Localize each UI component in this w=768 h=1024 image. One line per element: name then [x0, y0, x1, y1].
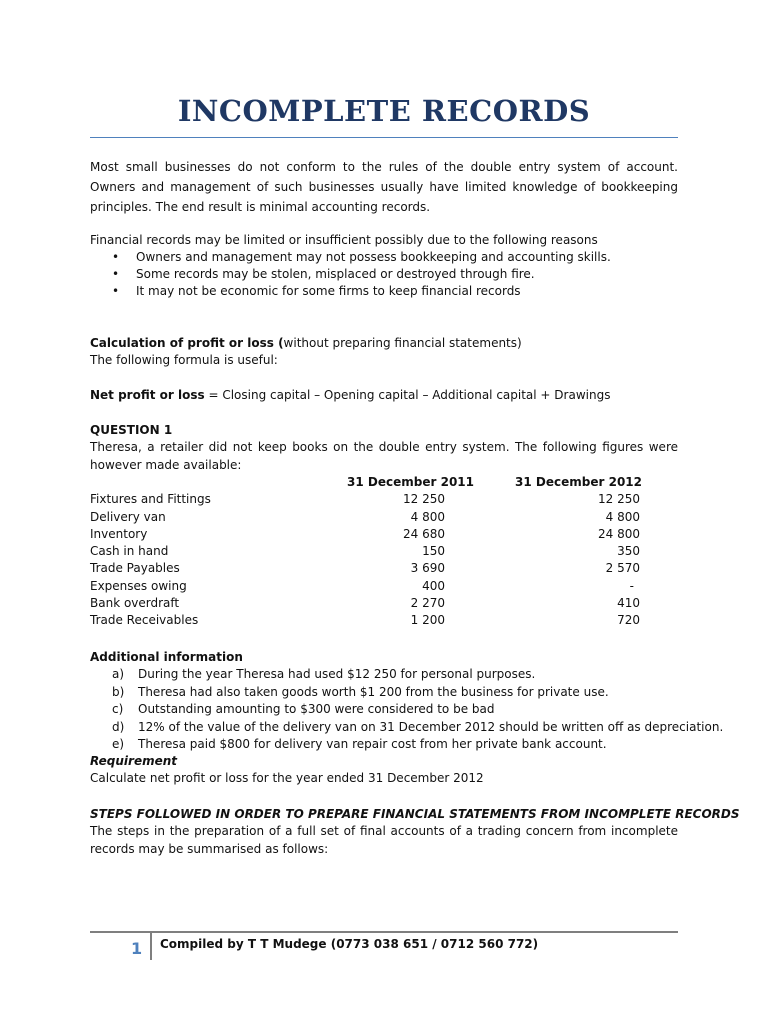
question-heading: QUESTION 1 — [90, 423, 173, 437]
steps-heading: STEPS FOLLOWED IN ORDER TO PREPARE FINANCIAL STATEMENTS FROM INCOMPLETE RECORDS — [90, 807, 740, 821]
intro-paragraph: Most small businesses do not conform to the rules of the double entry system of account. Owners and management of such businesses usually have limited knowledge of bookkeeping principles. The end result is minimal accounting records. — [90, 160, 678, 214]
row-value-2012: 350 — [617, 544, 640, 559]
page-number: 1 — [131, 939, 143, 958]
row-value-2011: 400 — [422, 578, 445, 593]
formula-bold: Net profit or loss — [90, 388, 205, 402]
reason-item: • Some records may be stolen, misplaced or destroyed through fire. — [112, 266, 611, 283]
table-row — [90, 509, 642, 526]
table-row — [90, 595, 642, 612]
footer-divider — [150, 932, 152, 960]
table-row — [90, 560, 642, 577]
list-marker: c) — [112, 702, 124, 717]
list-item-text: 12% of the value of the delivery van on 31 December 2012 should be written off as depreciation. — [138, 719, 724, 734]
row-value-2012: 720 — [617, 613, 640, 628]
row-label: Expenses owing — [90, 578, 187, 593]
row-value-2011: 24 680 — [403, 526, 445, 541]
list-item-text: Theresa had also taken goods worth $1 200 from the business for private use. — [138, 684, 609, 699]
reason-item: • It may not be economic for some firms to keep financial records — [112, 283, 611, 300]
steps-text: The steps in the preparation of a full set of final accounts of a trading concern from incomplete records may be summarised as follows: — [90, 824, 678, 856]
row-value-2011: 3 690 — [410, 561, 445, 576]
table-row — [90, 578, 642, 595]
list-item-text: Theresa paid $800 for delivery van repair cost from her private bank account. — [138, 737, 607, 752]
row-label: Inventory — [90, 526, 148, 541]
row-value-2012: 4 800 — [605, 509, 640, 524]
footer-rule — [90, 931, 678, 933]
row-value-2011: 150 — [422, 544, 445, 559]
table-row — [90, 491, 642, 508]
row-label: Trade Payables — [90, 561, 180, 576]
row-label: Fixtures and Fittings — [90, 492, 211, 507]
figures-table — [90, 474, 642, 630]
row-value-2011: 2 270 — [410, 596, 445, 611]
requirement-label: Requirement — [90, 754, 178, 768]
list-item-text: Outstanding amounting to $300 were considered to be bad — [138, 702, 495, 717]
row-label: Trade Receivables — [90, 613, 199, 628]
table-header-label — [90, 474, 316, 491]
question-text: Theresa, a retailer did not keep books on the double entry system. The following figures were however made available: — [90, 440, 678, 472]
row-value-2011: 4 800 — [410, 509, 445, 524]
table-row — [90, 612, 642, 629]
table-row — [90, 543, 642, 560]
list-item — [112, 666, 723, 684]
formula-intro: The following formula is useful: — [90, 353, 278, 367]
requirement-text: Calculate net profit or loss for the year ended 31 December 2012 — [90, 771, 484, 785]
reasons-intro: Financial records may be limited or insufficient possibly due to the following reasons — [90, 233, 598, 247]
row-value-2012: 410 — [617, 596, 640, 611]
row-value-2012: - — [629, 578, 634, 593]
table-header-2011: 31 December 2011 — [347, 475, 474, 489]
list-item-text: During the year Theresa had used $12 250 for personal purposes. — [138, 667, 536, 681]
table-header-row — [90, 474, 642, 491]
row-label: Bank overdraft — [90, 596, 180, 611]
title-underline — [90, 137, 678, 138]
calc-heading-rest: without preparing financial statements) — [283, 336, 522, 350]
table-row — [90, 526, 642, 543]
calc-heading-bold: Calculation of profit or loss ( — [90, 336, 284, 350]
formula-rest: = Closing capital – Opening capital – Additional capital + Drawings — [204, 388, 611, 402]
formula — [90, 387, 610, 404]
row-value-2012: 2 570 — [605, 561, 640, 576]
row-label: Cash in hand — [90, 544, 169, 559]
page-title: INCOMPLETE RECORDS — [177, 94, 591, 128]
list-marker: e) — [112, 737, 125, 752]
additional-list — [112, 666, 723, 754]
row-value-2012: 12 250 — [598, 492, 640, 507]
list-item — [112, 684, 723, 702]
list-marker: a) — [112, 667, 125, 681]
list-marker: d) — [112, 719, 125, 734]
row-value-2011: 12 250 — [403, 492, 445, 507]
calc-heading — [90, 335, 522, 352]
list-item — [112, 701, 723, 719]
footer-text: Compiled by T T Mudege (0773 038 651 / 0712 560 772) — [160, 937, 539, 951]
row-label: Delivery van — [90, 509, 166, 524]
row-value-2011: 1 200 — [410, 613, 445, 628]
list-item — [112, 719, 723, 737]
row-value-2012: 24 800 — [598, 526, 640, 541]
table-header-2012: 31 December 2012 — [515, 475, 642, 489]
additional-heading: Additional information — [90, 650, 243, 664]
list-item — [112, 736, 723, 754]
reasons-list — [112, 249, 611, 300]
list-marker: b) — [112, 684, 125, 699]
reason-item: • Owners and management may not possess bookkeeping and accounting skills. — [112, 249, 611, 266]
